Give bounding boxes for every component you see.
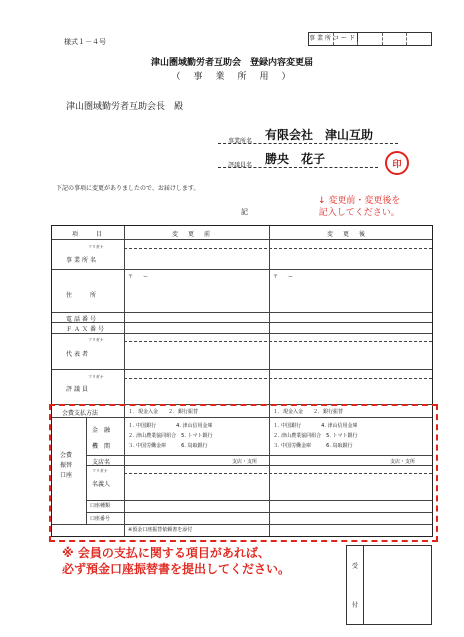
branch-suffix-before: 支店・支所	[232, 459, 258, 465]
office-code-box	[308, 32, 432, 46]
row-councilor: 評議員	[66, 386, 91, 393]
office-code-cell[interactable]	[383, 33, 408, 45]
bank-option-row: ３. 中国労働金庫 6. 鳥取銀行	[273, 443, 353, 449]
receipt-label	[347, 546, 364, 624]
notice-text: 下記の事項に変更がありましたので、お届けします。	[56, 185, 200, 192]
seal-stamp: 印	[385, 151, 409, 175]
row-line	[52, 322, 432, 323]
furigana-label: フリガナ	[88, 374, 104, 379]
account-type-label: 口座種類	[90, 503, 111, 509]
row-representative: 代表者	[66, 351, 91, 358]
row-line	[52, 369, 432, 370]
holder-label: 名義人	[92, 481, 111, 488]
row-office-name: 事業所名	[66, 257, 99, 264]
furigana-label: フリガナ	[92, 468, 108, 473]
form-subtitle: （ 事 業 所 用 ）	[171, 72, 293, 82]
office-code-cell[interactable]	[407, 33, 431, 45]
row-fax: ＦＡＸ番号	[66, 326, 107, 333]
payment-method-before[interactable]: １．現金入金 ２．銀行振替	[128, 409, 199, 415]
bank-label: 金 融 機 関	[92, 427, 111, 450]
branch-suffix-after: 支店・支所	[390, 459, 416, 465]
row-line	[52, 239, 432, 240]
ki-heading: 記	[241, 208, 248, 216]
header-item: 項 目	[72, 231, 105, 238]
bank-option-row: １. 中国銀行 4. 津山信用金庫	[128, 423, 213, 429]
bottom-warning	[62, 545, 290, 577]
branch-label: 支店名	[92, 459, 111, 466]
postal-before[interactable]: 〒 ー	[128, 274, 149, 280]
bank-option-row: １. 中国銀行 4. 津山信用金庫	[273, 423, 358, 429]
instruction-line-1: ↓ 変更前・変更後を	[318, 196, 401, 206]
form-title: 津山圏域勤労者互助会 登録内容変更届	[150, 58, 313, 68]
transfer-note: ※預金口座振替依頼書を添付	[128, 527, 193, 533]
account-label: 会費 振替 口座	[60, 452, 73, 479]
representative-underline	[218, 167, 378, 168]
row-line	[52, 269, 432, 270]
payment-section-highlight	[49, 404, 438, 542]
form-number: 様式１－４号	[64, 38, 106, 46]
bottom-warning-line-1: ※ 会員の支払に関する項目があれば、	[62, 546, 270, 560]
bottom-warning-line-2: 必ず預金口座振替書を提出してください。	[62, 562, 291, 576]
furigana-label: フリガナ	[88, 244, 104, 249]
representative-name[interactable]: 勝央 花子	[265, 152, 326, 166]
representative-label: 評議員名	[228, 162, 253, 169]
office-code-label: 事業所コード	[309, 35, 358, 42]
bank-option-row: ２. 津山農業協同組合 5. トマト銀行	[128, 433, 213, 439]
row-line	[124, 248, 432, 249]
row-line	[124, 378, 432, 379]
business-name[interactable]: 有限会社 津山互助	[265, 128, 374, 142]
receipt-stamp-box	[346, 545, 432, 625]
instruction-note	[318, 195, 400, 219]
row-line	[52, 333, 432, 334]
office-code-cell[interactable]	[358, 33, 383, 45]
business-underline	[218, 143, 398, 144]
addressee: 津山圏域勤労者互助会長 殿	[66, 102, 184, 112]
business-label: 事業所名	[228, 138, 253, 145]
postal-after[interactable]: 〒 ー	[273, 274, 294, 280]
bank-option-row: ２. 津山農業協同組合 5. トマト銀行	[273, 433, 358, 439]
header-before: 変 更 前	[172, 231, 213, 238]
payment-method-after[interactable]: １．現金入金 ２．銀行振替	[273, 409, 344, 415]
row-tel: 電話番号	[66, 316, 99, 323]
row-line	[52, 312, 432, 313]
row-line	[124, 341, 432, 342]
header-after: 変 更 後	[327, 231, 368, 238]
payment-method-label: 会費支払方法	[62, 410, 99, 417]
instruction-line-2: 記入してください。	[318, 208, 400, 218]
furigana-label: フリガナ	[88, 337, 104, 342]
account-number-label: 口座番号	[90, 516, 111, 522]
receipt-label-bottom: 付	[351, 602, 358, 609]
bank-option-row: ３. 中国労働金庫 6. 鳥取銀行	[128, 443, 208, 449]
row-address: 住 所	[66, 292, 99, 299]
receipt-label-top: 受	[351, 563, 358, 570]
